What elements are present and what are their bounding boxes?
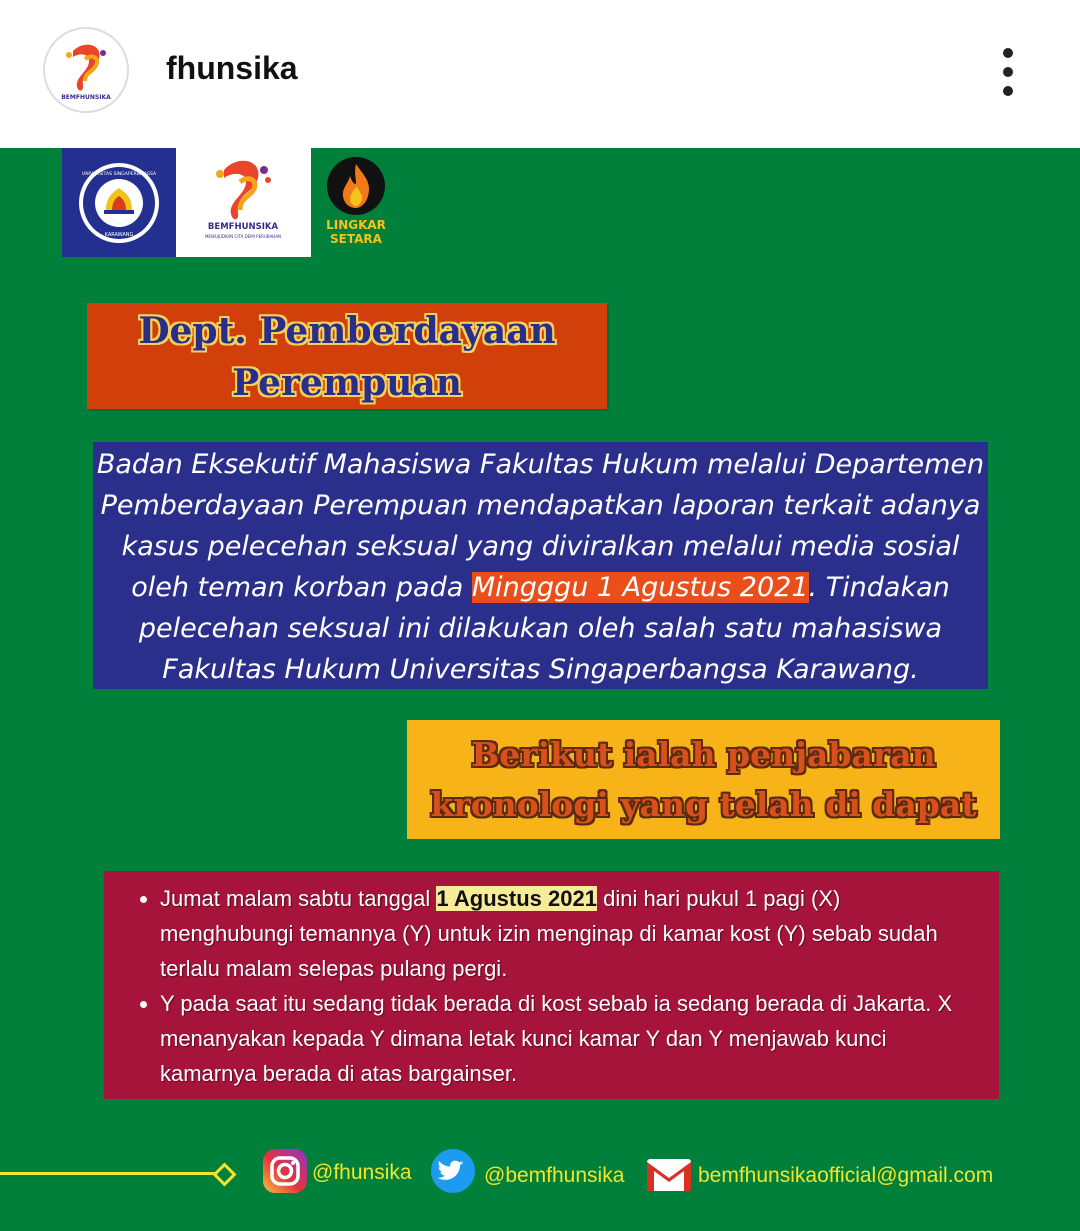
svg-text:MEWUJUDKAN CITA DEMI PERUBAHAN: MEWUJUDKAN CITA DEMI PERUBAHAN: [204, 234, 282, 239]
footer-divider-diamond: [212, 1162, 236, 1186]
svg-text:BEMFHUNSIKA: BEMFHUNSIKA: [61, 94, 111, 101]
unsika-emblem-icon: [62, 148, 176, 257]
svg-text:UNIVERSITAS SINGAPERBANGSA: UNIVERSITAS SINGAPERBANGSA: [81, 172, 157, 177]
chronology-list: [104, 881, 999, 1091]
more-options-icon[interactable]: [996, 44, 1020, 100]
footer-divider-line: [0, 1172, 220, 1175]
instagram-icon: [262, 1148, 308, 1194]
twitter-handle: @bemfhunsika: [484, 1164, 625, 1187]
intro-date-highlight: Mingggu 1 Agustus 2021: [471, 572, 809, 603]
list-item: • Jumat malam sabtu tanggal 1 Agustus 2021 dini hari pukul 1 pagi (X) menghubungi temannya (Y) untuk izin menginap di kamar kost (Y) sebab sudah terlalu malam selepas pulang pergi.: [160, 881, 969, 986]
bem-logo: [176, 148, 311, 257]
bem-logo-icon: [45, 29, 127, 111]
gmail-icon: [646, 1158, 692, 1192]
chronology-heading: Berikut ialah penjabaran kronologi yang telah di dapat: [430, 735, 977, 824]
username[interactable]: fhunsika: [166, 50, 298, 86]
lingkar-setara-logo: [320, 156, 392, 256]
intro-paragraph: Badan Eksekutif Mahasiswa Fakultas Hukum melalui Departemen Pemberdayaan Perempuan mendapatkan laporan terkait adanya kasus pelecehan seksual yang diviralkan melalui media sosial oleh teman korban pada Mingggu 1 Agustus 2021. Tindakan pelecehan seksual ini dilakukan oleh salah satu mahasiswa Fakultas Hukum Universitas Singaperbangsa Karawang.: [96, 449, 985, 685]
email-address: bemfhunsikaofficial@gmail.com: [698, 1164, 994, 1187]
twitter-icon: [430, 1148, 476, 1194]
instagram-handle: @fhunsika: [312, 1161, 412, 1184]
unsika-logo: [62, 148, 176, 257]
chronology-date-highlight: 1 Agustus 2021: [436, 886, 597, 911]
list-item: • Y pada saat itu sedang tidak berada di kost sebab ia sedang berada di Jakarta. X menanyakan kepada Y dimana letak kunci kamar Y dan Y menjawab kunci kamarnya berada di atas bargainser.: [160, 986, 969, 1091]
intro-box: [93, 442, 988, 689]
post-header: [0, 0, 1080, 148]
svg-text:KARAWANG: KARAWANG: [104, 232, 134, 238]
chronology-box: [104, 871, 999, 1099]
department-title-box: [87, 303, 607, 409]
flame-icon: [320, 156, 392, 216]
department-title: Dept. Pemberdayaan Perempuan: [138, 310, 556, 404]
svg-text:BEMFHUNSIKA: BEMFHUNSIKA: [207, 222, 279, 232]
lingkar-setara-text: LINGKAR SETARA: [326, 218, 386, 246]
post-image: [0, 148, 1080, 1231]
bem-phoenix-icon: [176, 148, 311, 257]
profile-avatar[interactable]: [43, 27, 129, 113]
chronology-heading-box: [407, 720, 1000, 839]
